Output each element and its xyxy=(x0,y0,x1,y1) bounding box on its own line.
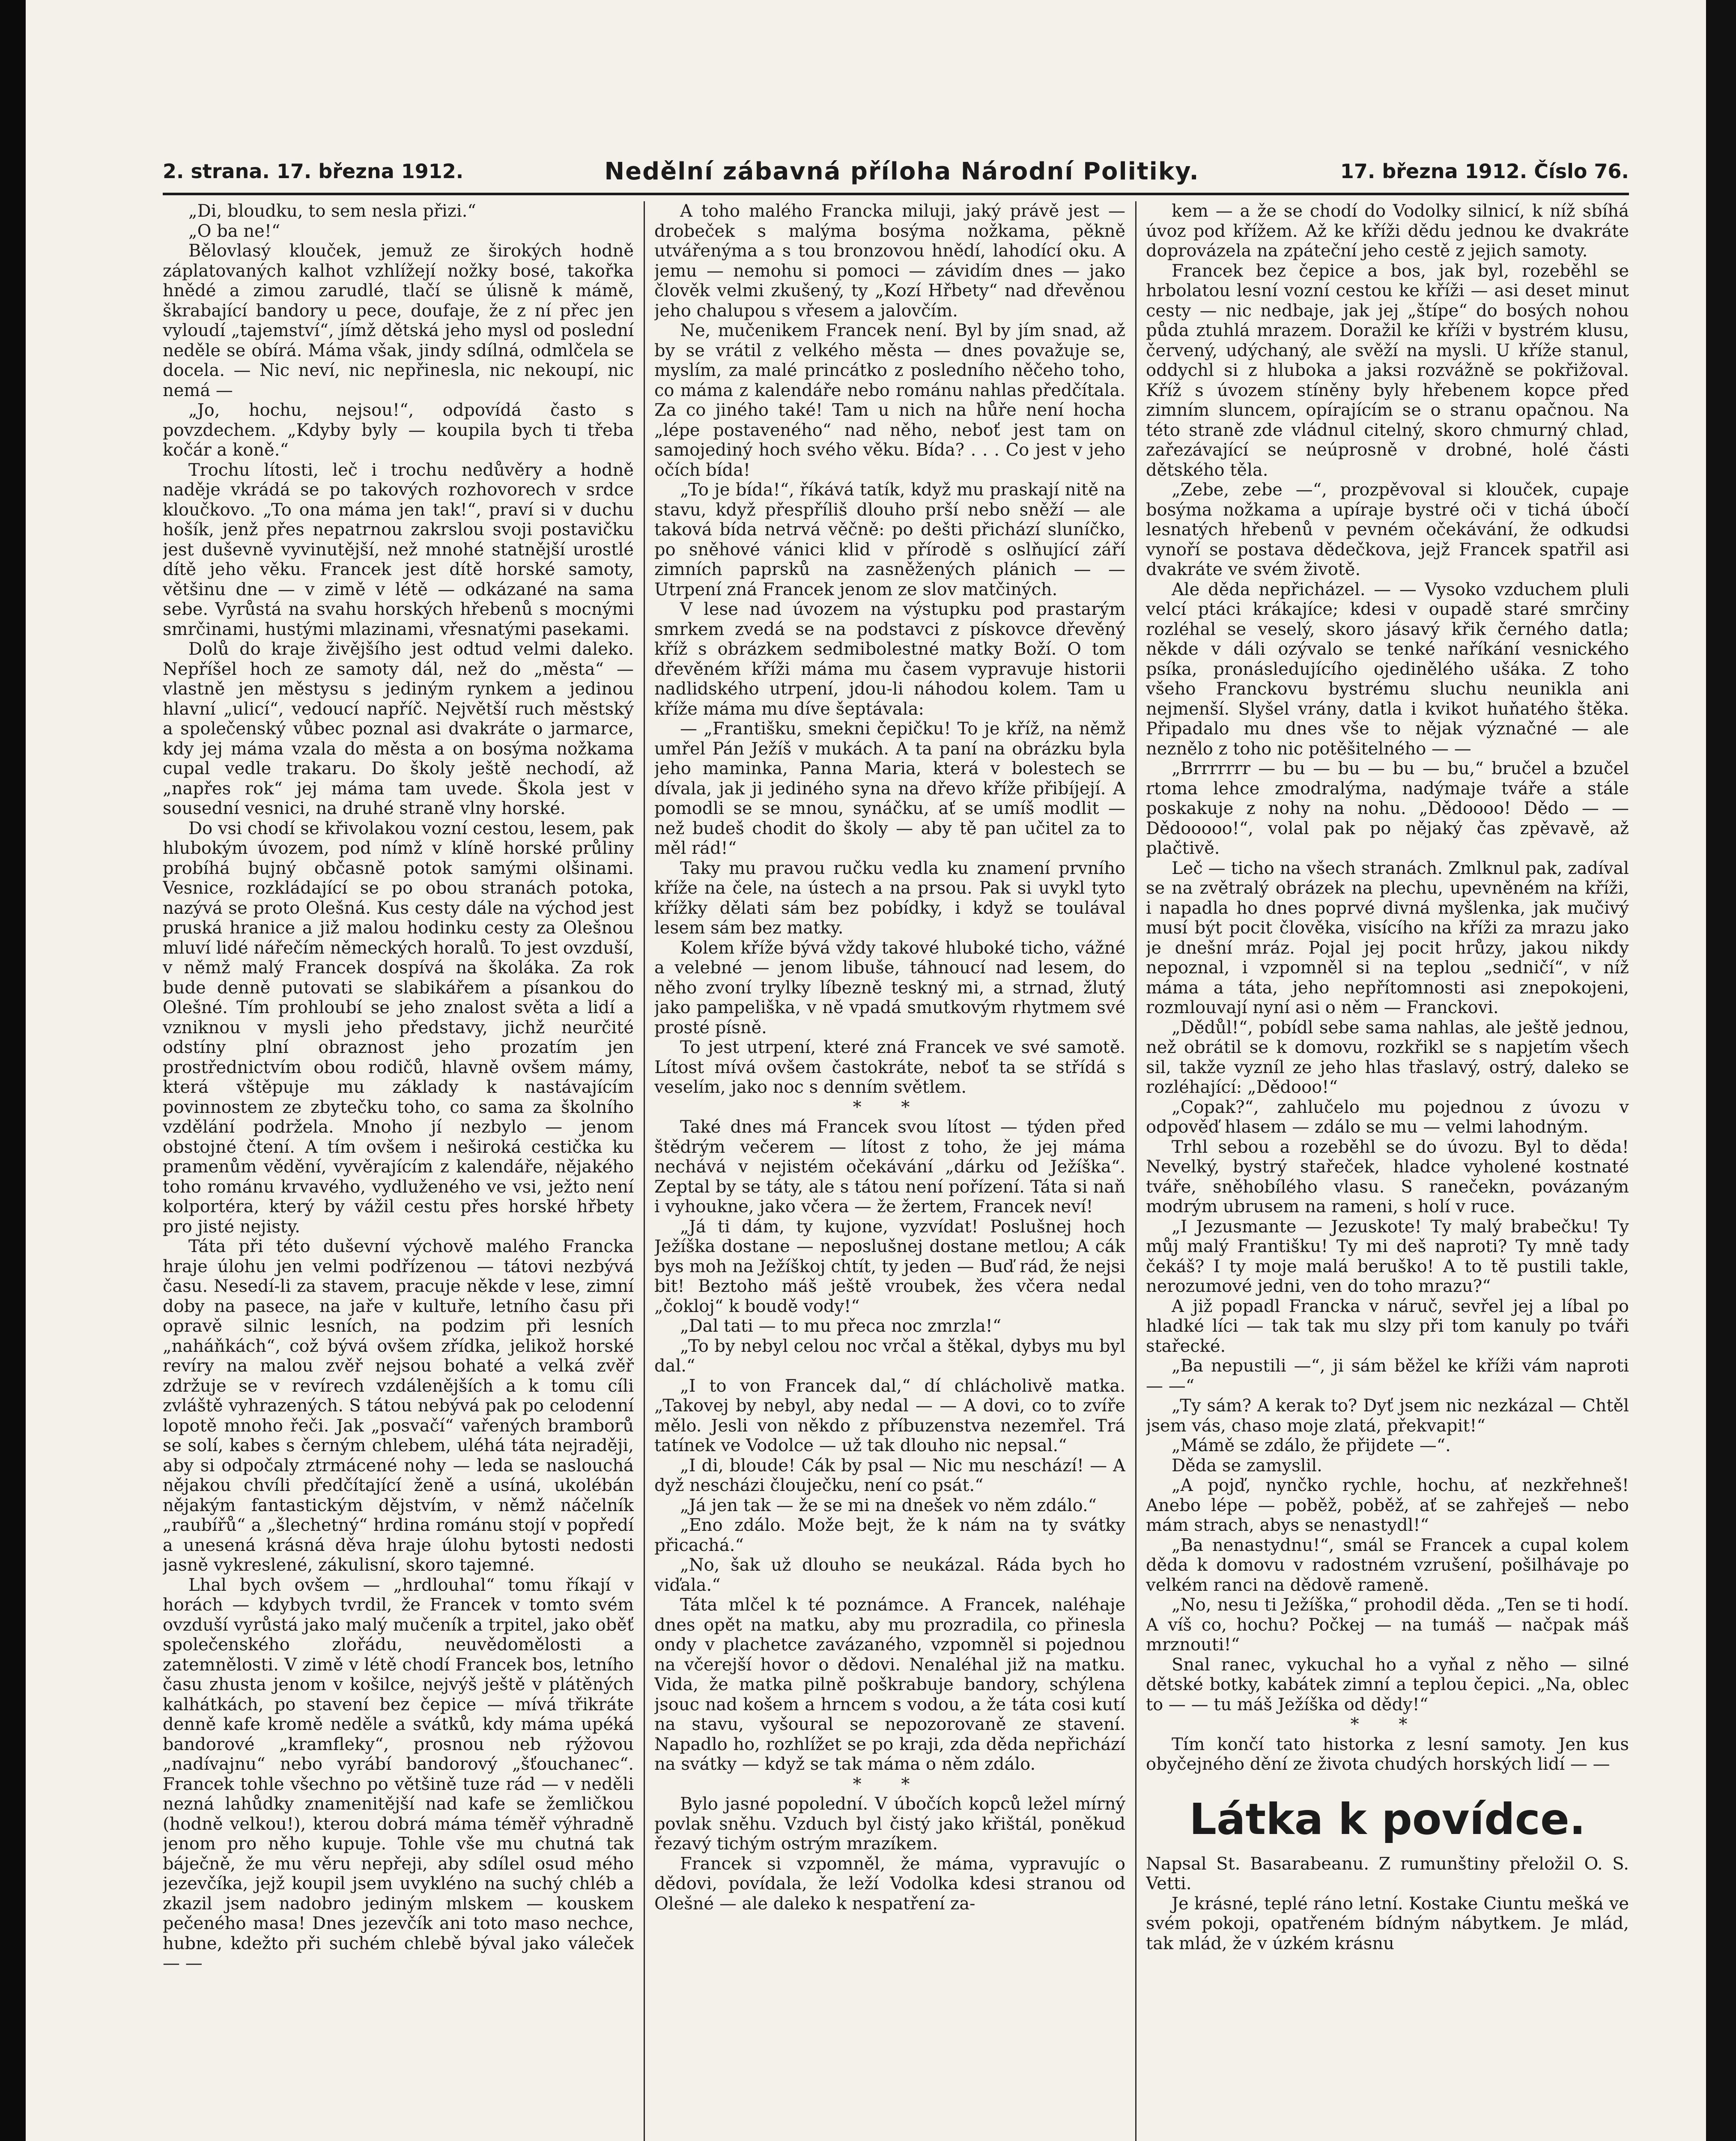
paragraph: Snal ranec, vykuchal ho a vyňal z něho — silné dětské botky, kabátek zimní a teplou čepici. „Na, oblec to — — tu máš Ježíška od dědy!“ xyxy=(1146,1655,1629,1715)
story-title: Látka k povídce. xyxy=(1189,1794,1586,1844)
paragraph: Trochu lítosti, leč i trochu nedůvěry a hodně naděje vkrádá se po takových rozhovorech v srdce kloučkovo. „To ona máma jen tak!“, praví si v duchu hošík, jenž přes nepatrnou zakrslou svoji postavičku jest duševně vyvinutější, než mnohé statnější urostlé dítě jeho věku. Francek jest dítě horské samoty, většinu dne — v zimě v létě — odkázané na sama sebe. Vyrůstá na svahu horských hřebenů s mocnými smrčinami, hustými mlazinami, vřesnatými pasekami. xyxy=(163,460,634,639)
paragraph: Bylo jasné popolední. V úbočích kopců ležel mírný povlak sněhu. Vzduch byl čistý jako křištál, poněkud řezavý tichým ostrým mrazíkem. xyxy=(654,1794,1125,1854)
paragraph: „Di, bloudku, to sem nesla přizi.“ xyxy=(188,201,476,221)
column-3-story-end xyxy=(1146,201,1629,1774)
paragraph: „No, nesu ti Ježíška,“ prohodil děda. „Ten se ti hodí. A víš co, hochu? Počkej — na tumáš — načpak máš mrznouti!“ xyxy=(1146,1595,1629,1655)
column-1 xyxy=(163,201,634,2141)
paragraph: Také dnes má Francek svou lítost — týden před štědrým večerem — lítost z toho, že jej máma nechává v nejistém očekávání „dárku od Ježíška“. Zeptal by se táty, ale s tátou není pořízení. Táta si naň i vyhouknе, jako včera — že žertem, Francek neví! xyxy=(654,1117,1125,1217)
article-columns xyxy=(163,201,1629,2141)
paragraph: Do vsi chodí se křivolakou vozní cestou, lesem, pak hlubokým úvozem, pod nímž v klíně horské průliny probíhá bujný občasně potok samými olšinami. Vesnice, rozkládající se po obou stranách potoka, nazývá se proto Olešná. Kus cesty dále na východ jest pruská hranice a již malou hodinku cesty za Olešnou mluví lidé nářečím německých horalů. To jest ovzduší, v němž malý Francek dospívá na školáka. Za rok bude denně putovati se slabikářem a písankou do Olešné. Tím prohloubí se jeho znalost světa a lidí a vzniknou v mysli jeho představy, jichž neurčité odstíny plní obraznost jeho prozatím jen prostřednictvím obou rodičů, hlavně ovšem mámy, která vštěpuje mu základy k nastávajícím povinnostem ze zbytečku toho, co sama za školního vzdělání podržela. Mnoho jí nezbylo — jenom obstojné čtení. A tím ovšem i neširoká cestička ku pramenům vědění, vyvěrajícím z kalendáře, nějakého toho románu krvavého, vydluženého ve vsi, ježto není kolportéra, který by vážil cestu přes horské hřbety pro jisté nejisty. xyxy=(163,818,634,1237)
paragraph: Děda se zamyslil. xyxy=(1172,1455,1322,1476)
paragraph: „Zebe, zebe —“, prozpěvoval si klouček, cupaje bosýma nožkama a upíraje bystré oči v tichá úbočí lesnatých hřebenů v pevném očekávání, že odkudsi vynoří se postava dědečkova, jejž Francek spatřil asi dvakráte ve svém životě. xyxy=(1146,480,1629,579)
paragraph: kem — a že se chodí do Vodolky silnicí, k níž sbíhá úvoz pod křížem. Až ke kříži dědu jednou ke dvakráte doprovázela na zpáteční jeho cestě z jejich samoty. xyxy=(1146,201,1629,261)
paragraph: Tím končí tato historka z lesní samoty. Jen kus obyčejného dění ze života chudých horských lidí — — xyxy=(1146,1734,1629,1774)
paragraph: „To je bída!“, říkává tatík, když mu praskají nitě na stavu, když přespříliš dlouho prší nebo sněží — ale taková bída netrvá věčně: po dešti přichází sluníčko, po sněhové vánici klid v přírodě s oslňující září zimních paprsků na zasněžených plánich — — Utrpení zná Francek jenom ze slov matčiných. xyxy=(654,480,1125,599)
paragraph: Dolů do kraje živějšího jest odtud velmi daleko. Nepříšel hoch ze samoty dál, než do „města“ — vlastně jen městysu s jediným rynkem a jedinou hlavní „ulicí“, vedoucí napříč. Největší ruch městský a společenský vůbec poznal asi dvakráte o jarmarce, kdy jej máma vzala do města a on bosýma nožkama cupal vedle trakaru. Do školy ještě nechodí, až „napřes rok“ jej máma tam uvede. Škola jest v sousední vesnici, na druhé straně vlny horské. xyxy=(163,639,634,818)
section-separator: * * xyxy=(853,1774,927,1794)
story-text: Je krásné, teplé ráno letní. Kostake Ciuntu mešká ve svém pokoji, opatřeném bídným nábytkem. Je mlád, tak mlád, že v úzkém krásnu xyxy=(1146,1894,1629,1953)
paragraph: V lese nad úvozem na výstupku pod prastarým smrkem zvedá se na podstavci z pískovce dřevěný kříž s obrázkem sedmibolestné matky Boží. O tom dřevěném kříži máma mu časem vypravuje historii nadlidského utrpení, jdou-li náhodou kolem. Tam u kříže máma mu díve šeptávala: xyxy=(654,599,1125,719)
paragraph: „Copak?“, zahlučelo mu pojednou z úvozu v odpověď hlasem — zdálo se mu — velmi lahodným. xyxy=(1146,1097,1629,1137)
paragraph: Ne, mučenikem Francek není. Byl by jím snad, až by se vrátil z velkého města — dnes považuje se, myslím, za malé princátko z posledního něčeho toho, co máma z kalendáře nebo románu nahlas předčítala. Za co jiného také! Tam u nich na hůře není hocha „lépe postaveného“ nad něho, neboť jest tam on samojediný hoch svého věku. Bída? . . . Co jest v jeho očích bída! xyxy=(654,321,1125,480)
paragraph: Kolem kříže bývá vždy takové hluboké ticho, vážné a velebné — jenom libuše, táhnoucí nad lesem, do něho zvoní trylky líbezně teskný mi, a strnad, žlutý jako pampeliška, v ně vpadá smutkovým rhytmem své prosté písně. xyxy=(654,938,1125,1038)
paragraph: „No, šak už dlouho se neukázal. Ráda bych ho viďala.“ xyxy=(654,1555,1125,1595)
paragraph: „A pojď, nynčko rychle, hochu, ať nezkřehneš! Anebo lépe — poběž, poběž, ať se zahřeješ — nebo mám strach, abys se nenastydl!“ xyxy=(1146,1476,1629,1535)
paragraph: Ale děda nepřicházel. — — Vysoko vzduchem pluli velcí ptáci krákajíce; kdesi v oupadě staré smrčiny rozléhal se veselý, skoro jásavý křik černého datla; někde v dáli ozývalo se tenké naříkání vesnického psíka, pronásledujícího ojedinělého ušáka. Z toho všeho Franckovu bystrému sluchu neunikla ani nejmenší. Slyšel vrány, datla i kvikot huňatého štěka. Připadalo mu dnes vše to nějak význačné — ale neznělo z toho nic potěšitelného — — xyxy=(1146,579,1629,759)
scan-left-edge xyxy=(0,0,26,2141)
paragraph: Francek si vzpomněl, že máma, vypravujíc o dědovi, povídala, že leží Vodolka kdesi stranou od Olešné — ale daleko k nespatření za- xyxy=(654,1854,1125,1914)
paragraph: — „Františku, smekni čepičku! To je kříž, na němž umřel Pán Ježíš v mukách. A ta paní na obrázku byla jeho maminka, Panna Maria, která v bolestech se dívala, jak ji jediného syna na dřevo kříže přibíjejí. A pomodli se se mnou, synáčku, ať se umíš modlit — než budeš chodit do školy — aby tě pan učitel za to měl rád!“ xyxy=(654,719,1125,858)
paragraph: „I di, bloude! Cák by psal — Nic mu neschází! — A dyž nescházi člouječku, není co psát.“ xyxy=(654,1455,1125,1495)
paragraph: „Mámě se zdálo, že přijdete —“. xyxy=(1172,1436,1451,1455)
header-issue-number: 17. března 1912. Číslo 76. xyxy=(1340,160,1629,183)
paragraph: „Já ti dám, ty kujone, vyzvídat! Poslušnej hoch Ježíška dostane — neposlušnej dostane metlou; A cák bys moh na Ježíškoj chtít, ty jeden — Buď rád, že nejsi bit! Beztoho máš ještě vroubek, žes včera nedal „čokloj“ k boudě vody!“ xyxy=(654,1217,1125,1316)
paragraph: Bělovlasý klouček, jemuž ze širokých hodně záplatovaných kalhot vzhlížejí nožky bosé, takořka hnědé a zimou zarudlé, tlačí se úlisně k mámě, škrabající bandory u pece, doufaje, že z ní přec jen vyloudí „tajemství“, jímž dětská jeho mysl od poslední neděle se obírá. Máma však, jindy sdílná, odmlčela se docela. — Nic neví, nic nepřinesla, nic nekoupí, nic nemá — xyxy=(163,241,634,400)
scan-right-edge xyxy=(1706,0,1736,2141)
column-2 xyxy=(654,201,1125,2141)
paragraph: „O ba ne!“ xyxy=(188,221,280,241)
paragraph: „Ba nepustili —“, ji sám běžel ke kříži vám naproti — —“ xyxy=(1146,1356,1629,1396)
paragraph: Leč — ticho na všech stranách. Zmlknul pak, zadíval se na zvětralý obrázek na plechu, upevněném na kříži, i napadla ho dnes poprvé divná myšlenka, jak mučivý musí být pocit člověka, visícího na kříži za mrazu jako je dnešní mráz. Pojal jej pocit hrůzy, jakou nikdy nepoznal, i vzpomněl si na teplou „sedničí“, v níž máma a táta, jeho nepřítomnosti asi znepokojeni, rozmlouvají nyní asi o něm — Franckovi. xyxy=(1146,858,1629,1017)
paragraph: „Dal tati — to mu přeca noc zmrzla!“ xyxy=(680,1316,1002,1336)
paragraph: „Dědůl!“, pobídl sebe sama nahlas, ale ještě jednou, než obrátil se k domovu, rozkřikl se s napjetím všech sil, takže vyzníl ze jeho hlas třaslavý, ostrý, daleko se rozléhající: „Dědooo!“ xyxy=(1146,1017,1629,1097)
header-publication-title: Nedělní zábavná příloha Národní Politiky. xyxy=(604,157,1199,185)
header-rule xyxy=(163,193,1629,195)
page-header xyxy=(163,152,1629,191)
paragraph: To jest utrpení, které zná Francek ve své samotě. Lítost mívá ovšem častokráte, neboť ta se střídá s veselím, jako noc s denním světlem. xyxy=(654,1038,1125,1097)
paragraph: „I to von Francek dal,“ dí chlácholivě matka. „Takovej by nebyl, aby nedal — — A dovi, co to zvíře mělo. Jesli von někdo z příbuzenstva nezemřel. Trá tatínek ve Vodolce — už tak dlouho nic nepsal.“ xyxy=(654,1376,1125,1455)
paragraph: A toho malého Francka miluji, jaký právě jest — drobeček s malýma bosýma nožkama, pěkně utvářenýma a s tou bronzovou hnědí, lahodící oku. A jemu — nemohu si pomoci — závidím dnes — jako člověk velmi zkušený, ty „Kozí Hřbety“ nad dřevěnou jeho chalupou s vřesem a jalovčím. xyxy=(654,201,1125,321)
header-date-page: 2. strana. 17. března 1912. xyxy=(163,160,464,183)
paragraph: Trhl sebou a rozeběhl se do úvozu. Byl to děda! Nevelký, bystrý stařeček, hladce vyholené kostnaté tváře, sněhobílého vlasu. S ranečekn, povázaným modrým ubrusem na rameni, s holí v ruce. xyxy=(1146,1137,1629,1217)
paragraph: „I Jezusmante — Jezuskote! Ty malý brabečku! Ty můj malý Františku! Ty mi deš naproti? Ty mně tady čekáš? I ty moje malá beruško! A to tě pustili takle, nerozumové jedni, ven do toho mrazu?“ xyxy=(1146,1217,1629,1296)
paragraph: Táta mlčel k té poznámce. A Francek, naléhaje dnes opět na matku, aby mu prozradila, co přinesla ondy v plachetce zavázaného, vzpomněl si pojednou na včerejší hovor o dědovi. Nenaléhal již na matku. Vida, že matka pilně poškrabuje bandory, schýlena jsouc nad košem a hrncem s vodou, a že táta cosi kutí na stavu, vyšoural se nepozorovaně ze stavení. Napadlo ho, rozhlížet se po kraji, zda děda nepřichází na svátky — když se tak máma o něm zdálo. xyxy=(654,1595,1125,1774)
paragraph: „Ty sám? A kerak to? Dyť jsem nic nezkázal — Chtěl jsem vás, chaso moje zlatá, překvapit!“ xyxy=(1146,1396,1629,1436)
paragraph: „Ba nenastydnu!“, smál se Francek a cupal kolem děda k domovu v radostném vzrušení, pošilhávaje po velkém ranci na dědově rameně. xyxy=(1146,1535,1629,1595)
paragraph: A již popadl Francka v náruč, sevřel jej a líbal po hladké líci — tak tak mu slzy při tom kanuly po tváři stařecké. xyxy=(1146,1296,1629,1356)
paragraph: Francek bez čepice a bos, jak byl, rozeběhl se hrbolatou lesní vozní cestou ke kříži — asi deset minut cesty — nic nedbaje, jak jej „štípe“ do bosých nohou půda ztuhlá mrazem. Doražil ke kříži v bystrém klusu, červený, udýchaný, ale svěží na mysli. U kříže stanul, oddychl si z hluboka a jaksi rozvážně se pokřižoval. Kříž s úvozem stíněny byly hřebenem kopce před zimním sluncem, opírajícím se o stranu opačnou. Na této straně zde vládnul citelný, skoro chmurný chlad, zařezávající se neúprosně v drobné, holé části dětského těla. xyxy=(1146,261,1629,480)
paragraph: Lhal bych ovšem — „hrdlouhal“ tomu říkají v horách — kdybych tvrdil, že Francek v tomto svém ovzduší vyrůstá jako malý mučeník a trpitel, jako oběť společenského zlořádu, neuvědomělosti a zatemnělosti. V zimě v létě chodí Francek bos, letního času zhusta jenom v košilce, nejvýš ještě v plátěných kalhátkách, po stavení bez čepice — mívá třikráte denně kafe kromě neděle a svátků, kdy máma upéká bandorové „kramfleky“, prosnou neb rýžovou „nadívajnu“ nebo vyrábí bandorový „šťouchanec“. Francek tohle všechno po většině tuze rád — v neděli nezná lahůdky znamenitější nad kafe se žemličkou (hodně velkou!), kterou dobrá máma téměř výhradně jenom pro něho kupuje. Tohle vše mu chutná tak báječně, že mu věru nepřeji, aby sdílel osud mého jezevčíka, jejž koupil jsem uvykléno na suchý chléb a zkazil jsem nadobro jediným mlskem — kouskem pečeného masa! Dnes jezevčík ani toto maso nechce, hubne, kdežto při suchém chlebě býval jako váleček — — xyxy=(163,1575,634,1973)
column-3 xyxy=(1146,201,1629,2141)
story-byline: Napsal St. Basarabeanu. Z rumunštiny přeložil O. S. Vetti. xyxy=(1146,1854,1629,1894)
paragraph: „To by nebyl celou noc vrčal a štěkal, dybys mu byl dal.“ xyxy=(654,1336,1125,1376)
paragraph: „Brrrrrrr — bu — bu — bu — bu,“ bručel a bzučel rtoma lehce zmodralýma, nadýmaje tváře a stále poskakuje z nohy na nohu. „Dědoooo! Dědo — — Dědooooo!“, volal pak po nějaký čas zpěvavě, až plačtivě. xyxy=(1146,759,1629,858)
section-separator: * * xyxy=(1350,1715,1425,1734)
paragraph: „Já jen tak — že se mi na dnešek vo něm zdálo.“ xyxy=(680,1495,1097,1515)
paragraph: „Jo, hochu, nejsou!“, odpovídá často s povzdechem. „Kdyby byly — koupila bych ti třeba kočár a koně.“ xyxy=(163,400,634,460)
section-separator: * * xyxy=(853,1097,927,1117)
paragraph: Táta při této duševní výchově malého Francka hraje úlohu jen velmi podřízenou — tátovi nezbývá času. Nesedí-li za stavem, pracuje někde v lese, zimní doby na pasece, na jaře v kultuře, letního času při opravě silnic lesních, na podzim při lesních „naháňkách“, což bývá ovšem zřídka, jelikož horské revíry na malou zvěř nejsou bohaté a velká zvěř zdržuje se v revírech vzdálenějších a k tomu cíli zvláště vyhrazených. S tátou nebývá pak po celodenní lopotě mnoho řeči. Jak „posvačí“ vařených bramborů se solí, kabes s černým chlebem, uléhá táta nejraději, aby si odpočaly ztrmácené nohy — leda se naslouchá nějakou chvíli předčítající ženě a usíná, ukolébán nějakým fantastickým dějstvím, v němž náčelník „raubířů“ a „šlechetný“ hrdina románu stojí v popředí a unesená krásná děva hraje úlohu bytosti nedosti jasně vykreslené, zákulisní, skoro tajemné. xyxy=(163,1237,634,1575)
paragraph: „Eno zdálo. Može bejt, že k nám na ty svátky přicachá.“ xyxy=(654,1515,1125,1555)
paragraph: Taky mu pravou ručku vedla ku znamení prvního kříže na čele, na ústech a na prsou. Pak si uvykl tyto křížky dělati sám bez pobídky, i když se toulával lesem sám bez matky. xyxy=(654,858,1125,938)
